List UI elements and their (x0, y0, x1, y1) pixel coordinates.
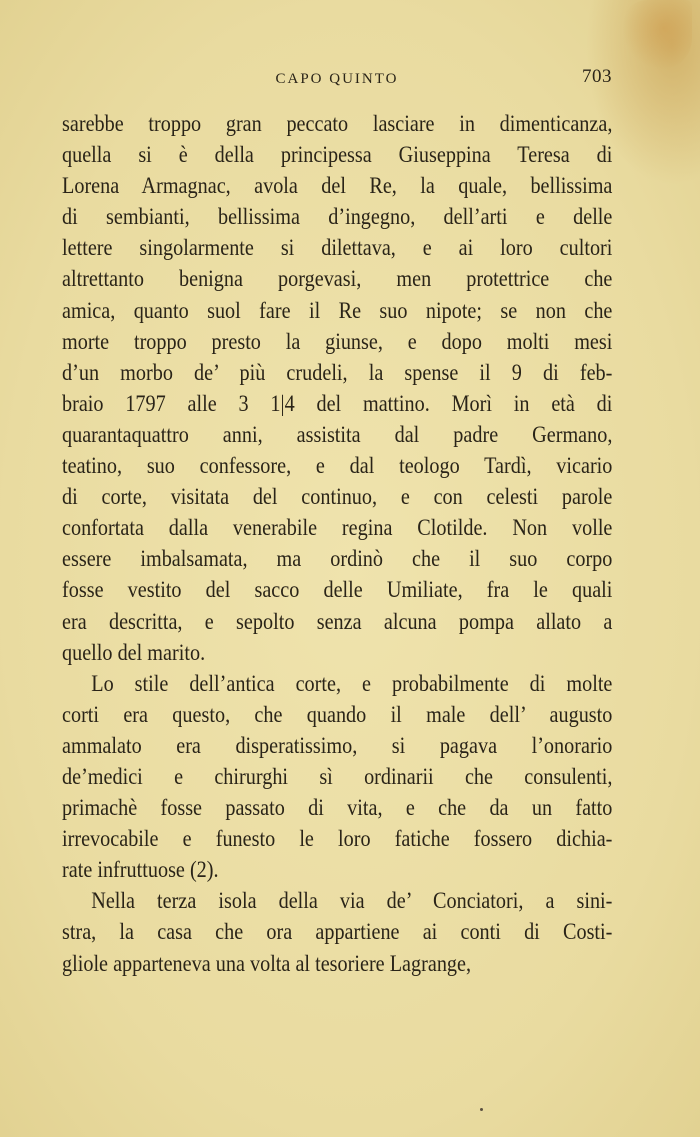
body-text (62, 109, 612, 980)
page-number: 703 (582, 66, 612, 87)
text-line: irrevocabile e funesto le loro fatiche fossero dichia- (62, 826, 613, 853)
text-line: braio 1797 alle 3 1|4 del mattino. Morì in età di (62, 390, 613, 417)
text-line: Lorena Armagnac, avola del Re, la quale, bellissima (62, 173, 613, 200)
page-header (62, 66, 612, 90)
text-line: quella si è della principessa Giuseppina Teresa di (62, 142, 613, 169)
text-line: confortata dalla venerabile regina Clotilde. Non volle (62, 515, 613, 542)
text-line: morte troppo presto la giunse, e dopo molti mesi (62, 328, 613, 355)
text-line: essere imbalsamata, ma ordinò che il suo corpo (62, 546, 613, 573)
paragraph (62, 886, 612, 979)
running-title: CAPO QUINTO (275, 71, 399, 87)
text-line: de’medici e chirurghi sì ordinarii che consulenti, (62, 763, 613, 790)
text-line: sarebbe troppo gran peccato lasciare in dimenticanza, (62, 111, 613, 137)
text-line: quarantaquattro anni, assistita dal padre Germano, (62, 421, 613, 448)
text-line: di corte, visitata del continuo, e con celesti parole (62, 484, 613, 511)
paper-stain (622, 0, 692, 70)
ink-speck (480, 1108, 483, 1111)
text-line: corti era questo, che quando il male dell’ augusto (62, 701, 613, 728)
text-line: teatino, suo confessore, e dal teologo Tardì, vicario (62, 453, 613, 480)
text-line: d’un morbo de’ più crudeli, la spense il 9 di feb- (62, 359, 613, 386)
text-line: ammalato era disperatissimo, si pagava l’onorario (62, 732, 613, 759)
text-line: primachè fosse passato di vita, e che da un fatto (62, 795, 613, 822)
text-line: fosse vestito del sacco delle Umiliate, fra le quali (62, 577, 613, 604)
paragraph (62, 109, 612, 669)
text-line: lettere singolarmente si dilettava, e ai loro cultori (62, 235, 613, 262)
text-line: altrettanto benigna porgevasi, men protettrice che (62, 266, 613, 293)
paragraph (62, 669, 612, 887)
text-line: amica, quanto suol fare il Re suo nipote; se non che (62, 297, 613, 324)
text-line: stra, la casa che ora appartiene ai conti di Costi- (62, 919, 613, 946)
text-line: Nella terza isola della via de’ Conciatori, a sini- (91, 888, 613, 915)
text-line: di sembianti, bellissima d’ingegno, dell’arti e delle (62, 204, 613, 231)
text-line: rate infruttuose (2). (62, 857, 219, 884)
text-line: quello del marito. (62, 639, 206, 666)
text-line: Lo stile dell’antica corte, e probabilmente di molte (91, 670, 613, 697)
text-line: era descritta, e sepolto senza alcuna pompa allato a (62, 608, 613, 635)
text-line: gliole apparteneva una volta al tesoriere Lagrange, (62, 950, 472, 977)
